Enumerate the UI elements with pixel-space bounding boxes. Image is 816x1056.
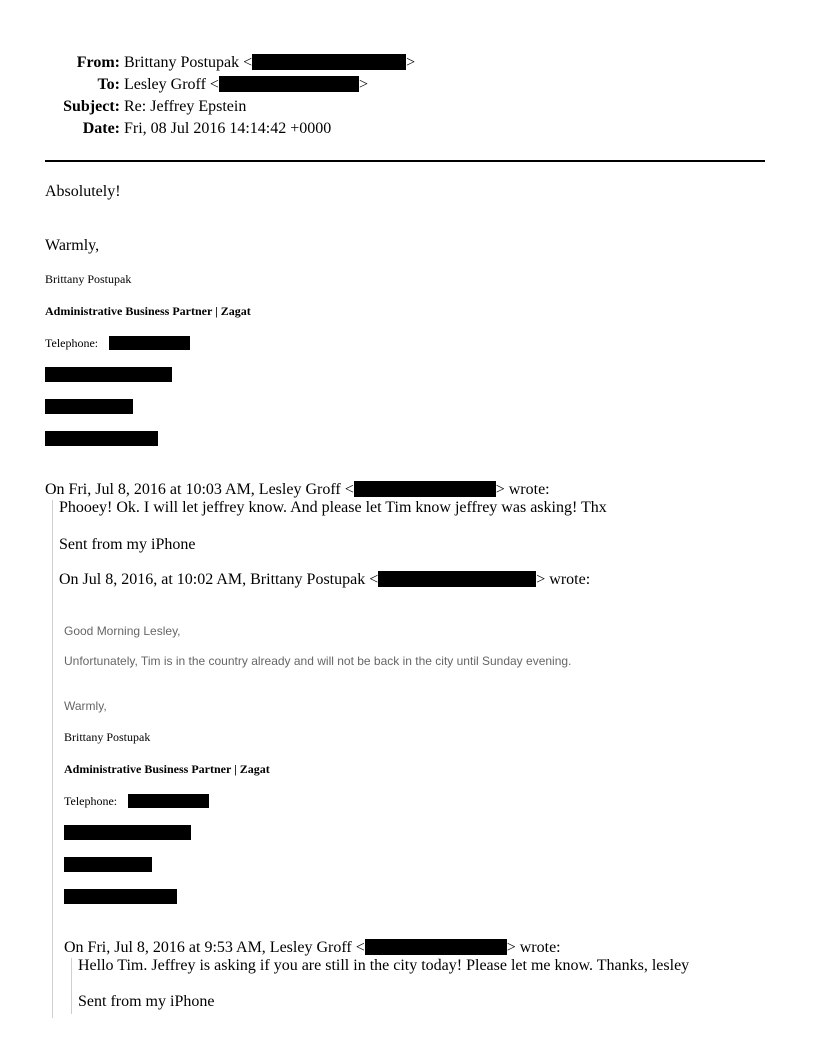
redaction-block bbox=[45, 399, 133, 414]
redaction-block bbox=[64, 857, 152, 872]
quote1-attribution bbox=[45, 481, 550, 499]
to-label: To: bbox=[97, 76, 120, 93]
quote3-message: Hello Tim. Jeffrey is asking if you are still in the city today! Please let me know. Thanks, lesley bbox=[78, 957, 690, 974]
quote3-attribution bbox=[64, 939, 561, 957]
redaction-block bbox=[252, 54, 406, 70]
redaction-block bbox=[128, 794, 209, 808]
quote2-closing: Warmly, bbox=[64, 699, 107, 713]
quote2-attribution-prefix: On Jul 8, 2016, at 10:02 AM, Brittany Postupak < bbox=[59, 571, 379, 588]
quote1-attribution-prefix: On Fri, Jul 8, 2016 at 10:03 AM, Lesley Groff < bbox=[45, 481, 354, 498]
date-value: Fri, 08 Jul 2016 14:14:42 +0000 bbox=[124, 120, 332, 137]
quote2-signature-phone-label: Telephone: bbox=[64, 794, 118, 808]
gt-symbol: > bbox=[406, 54, 416, 71]
redaction-block bbox=[354, 481, 496, 497]
quote1-sent-from: Sent from my iPhone bbox=[59, 536, 196, 553]
quote2-attribution-suffix: > wrote: bbox=[536, 571, 591, 588]
quote3-sent-from: Sent from my iPhone bbox=[78, 993, 215, 1010]
quote3-bar bbox=[71, 958, 72, 1014]
redaction-block bbox=[365, 939, 507, 955]
quote2-signature-title: Administrative Business Partner | Zagat bbox=[64, 762, 270, 776]
quote2-attribution bbox=[59, 571, 590, 589]
quote2-message: Unfortunately, Tim is in the country already and will not be back in the city until Sunday evening. bbox=[64, 654, 572, 668]
quote2-signature-name: Brittany Postupak bbox=[64, 730, 151, 744]
redaction-block bbox=[64, 889, 177, 904]
date-label: Date: bbox=[82, 120, 120, 137]
quote3-attribution-suffix: > wrote: bbox=[506, 939, 561, 956]
lt-symbol: < bbox=[209, 76, 219, 93]
redaction-block bbox=[378, 571, 536, 587]
quote1-attribution-suffix: > wrote: bbox=[495, 481, 550, 498]
signature-title: Administrative Business Partner | Zagat bbox=[45, 304, 251, 318]
header-divider bbox=[45, 160, 765, 162]
to-value bbox=[124, 76, 368, 94]
subject-value: Re: Jeffrey Epstein bbox=[124, 98, 247, 115]
redaction-block bbox=[219, 76, 359, 92]
signature-name: Brittany Postupak bbox=[45, 272, 132, 286]
redaction-block bbox=[45, 367, 172, 382]
lt-symbol: < bbox=[243, 54, 253, 71]
closing-text: Warmly, bbox=[45, 237, 100, 254]
from-label: From: bbox=[76, 54, 120, 71]
quote2-greeting: Good Morning Lesley, bbox=[64, 624, 181, 638]
from-name: Brittany Postupak bbox=[124, 54, 240, 71]
to-name: Lesley Groff bbox=[124, 76, 206, 93]
redaction-block bbox=[64, 825, 191, 840]
quote3-attribution-prefix: On Fri, Jul 8, 2016 at 9:53 AM, Lesley Groff < bbox=[64, 939, 365, 956]
redaction-block bbox=[45, 431, 158, 446]
signature-phone-label: Telephone: bbox=[45, 336, 99, 350]
quote1-bar bbox=[52, 500, 53, 1018]
quote1-message: Phooey! Ok. I will let jeffrey know. And please let Tim know jeffrey was asking! Thx bbox=[59, 499, 607, 516]
reply-text: Absolutely! bbox=[45, 183, 121, 200]
from-value bbox=[124, 54, 415, 72]
redaction-block bbox=[109, 336, 190, 350]
subject-label: Subject: bbox=[63, 98, 120, 115]
gt-symbol: > bbox=[358, 76, 368, 93]
